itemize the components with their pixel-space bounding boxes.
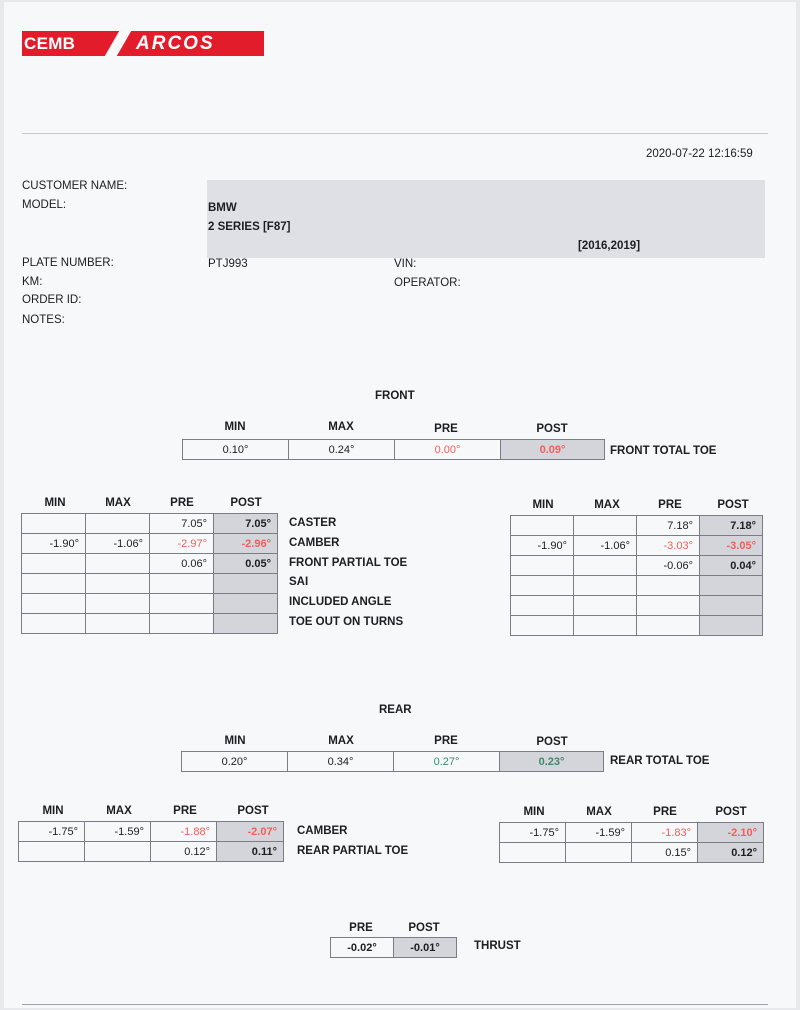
plate-label: PLATE NUMBER: — [22, 257, 114, 269]
rr-toe-max — [566, 843, 632, 863]
rear-left-max-header: MAX — [106, 805, 132, 817]
front-left-min-header: MIN — [44, 497, 66, 509]
table-row — [19, 842, 284, 862]
rr-camber-post: -2.10° — [698, 823, 764, 843]
vehicle-model: 2 SERIES [F87] — [208, 221, 291, 233]
fr-toot-max — [574, 616, 637, 636]
table-row — [182, 752, 604, 772]
cemb-arcos-logo — [22, 31, 264, 56]
fr-sai-post — [700, 576, 763, 596]
front-toe-pre: 0.00° — [395, 440, 501, 460]
rr-camber-pre: -1.83° — [632, 823, 698, 843]
fl-toe-max — [86, 554, 150, 574]
rl-toe-min — [19, 842, 85, 862]
front-right-pre-header: PRE — [658, 499, 682, 511]
rear-toe-post: 0.23° — [500, 752, 604, 772]
fl-sai-pre — [150, 574, 214, 594]
front-toe-min: 0.10° — [183, 440, 289, 460]
rear-toe-pre: 0.27° — [394, 752, 500, 772]
fr-toe-min — [511, 556, 574, 576]
vehicle-make: BMW — [208, 202, 237, 214]
front-toe-post-header: POST — [536, 423, 568, 435]
rear-toe-pre-header: PRE — [434, 735, 458, 747]
fl-camber-max: -1.06° — [86, 534, 150, 554]
front-right-post-header: POST — [717, 499, 749, 511]
vehicle-years: [2016,2019] — [578, 240, 641, 252]
fl-camber-pre: -2.97° — [150, 534, 214, 554]
operator-label: OPERATOR: — [394, 277, 461, 289]
notes-label: NOTES: — [22, 314, 65, 326]
fl-toe-pre: 0.06° — [150, 554, 214, 574]
table-row — [511, 596, 763, 616]
footer-rule — [22, 1004, 768, 1005]
table-row — [22, 554, 278, 574]
front-left-max-header: MAX — [105, 497, 131, 509]
fr-ia-pre — [637, 596, 700, 616]
table-row — [22, 514, 278, 534]
camber-label: CAMBER — [289, 536, 340, 549]
header-rule — [22, 133, 768, 134]
table-row — [22, 594, 278, 614]
fl-sai-max — [86, 574, 150, 594]
front-row-labels — [289, 514, 407, 633]
fr-camber-post: -3.05° — [700, 536, 763, 556]
fl-sai-min — [22, 574, 86, 594]
front-title: FRONT — [375, 390, 415, 402]
table-row — [331, 938, 457, 958]
rear-right-min-header: MIN — [523, 806, 545, 818]
fl-ia-pre — [150, 594, 214, 614]
rear-partial-toe-label: REAR PARTIAL TOE — [297, 844, 409, 857]
fr-sai-min — [511, 576, 574, 596]
vin-label: VIN: — [394, 258, 417, 270]
table-row — [183, 440, 605, 460]
customer-name-label: CUSTOMER NAME: — [22, 180, 128, 192]
fl-toe-min — [22, 554, 86, 574]
thrust-post: -0.01° — [394, 938, 457, 958]
fl-camber-post: -2.96° — [214, 534, 278, 554]
fl-sai-post — [214, 574, 278, 594]
order-id-label: ORDER ID: — [22, 294, 82, 306]
table-row — [22, 614, 278, 634]
rear-left-post-header: POST — [237, 805, 269, 817]
fl-ia-min — [22, 594, 86, 614]
rr-toe-pre: 0.15° — [632, 843, 698, 863]
thrust-table — [330, 937, 457, 958]
fl-ia-max — [86, 594, 150, 614]
fl-camber-min: -1.90° — [22, 534, 86, 554]
thrust-post-header: POST — [408, 922, 440, 934]
rl-toe-max — [85, 842, 151, 862]
rear-toe-post-header: POST — [536, 736, 568, 748]
rear-left-min-header: MIN — [42, 805, 64, 817]
rear-title: REAR — [379, 704, 412, 716]
front-right-max-header: MAX — [594, 499, 620, 511]
thrust-label: THRUST — [474, 940, 521, 952]
front-toe-max: 0.24° — [289, 440, 395, 460]
thrust-pre: -0.02° — [331, 938, 394, 958]
vehicle-info-box — [207, 180, 765, 258]
logo-cemb: CEMB — [22, 31, 118, 56]
fr-caster-pre: 7.18° — [637, 516, 700, 536]
model-label: MODEL: — [22, 199, 67, 211]
front-toe-pre-header: PRE — [434, 423, 458, 435]
rear-total-toe-label: REAR TOTAL TOE — [610, 755, 710, 767]
fr-toot-pre — [637, 616, 700, 636]
fl-toot-min — [22, 614, 86, 634]
rear-right-max-header: MAX — [586, 806, 612, 818]
toe-out-on-turns-label: TOE OUT ON TURNS — [289, 615, 404, 628]
thrust-pre-header: PRE — [349, 922, 373, 934]
rl-camber-min: -1.75° — [19, 822, 85, 842]
rear-right-table — [499, 822, 764, 863]
front-total-toe-table — [182, 439, 605, 460]
rear-toe-max: 0.34° — [288, 752, 394, 772]
front-partial-toe-label: FRONT PARTIAL TOE — [289, 556, 408, 569]
table-row — [500, 823, 764, 843]
fl-caster-max — [86, 514, 150, 534]
fr-toe-pre: -0.06° — [637, 556, 700, 576]
fr-toot-post — [700, 616, 763, 636]
rear-total-toe-table — [181, 751, 604, 772]
fr-caster-min — [511, 516, 574, 536]
fr-ia-min — [511, 596, 574, 616]
fr-toe-post: 0.04° — [700, 556, 763, 576]
fr-toe-max — [574, 556, 637, 576]
fl-toot-post — [214, 614, 278, 634]
fr-ia-post — [700, 596, 763, 616]
front-right-table — [510, 515, 763, 636]
fr-caster-post: 7.18° — [700, 516, 763, 536]
table-row — [22, 574, 278, 594]
rear-left-table — [18, 821, 284, 862]
km-label: KM: — [22, 276, 43, 288]
rl-camber-pre: -1.88° — [151, 822, 217, 842]
fl-toot-pre — [150, 614, 214, 634]
table-row — [511, 616, 763, 636]
rl-camber-max: -1.59° — [85, 822, 151, 842]
fl-ia-post — [214, 594, 278, 614]
rear-toe-min: 0.20° — [182, 752, 288, 772]
fr-toot-min — [511, 616, 574, 636]
caster-label: CASTER — [289, 517, 337, 529]
fr-ia-max — [574, 596, 637, 616]
fr-camber-min: -1.90° — [511, 536, 574, 556]
fr-caster-max — [574, 516, 637, 536]
rear-row-labels — [297, 822, 408, 862]
fl-toe-post: 0.05° — [214, 554, 278, 574]
fr-camber-max: -1.06° — [574, 536, 637, 556]
front-toe-min-header: MIN — [224, 421, 246, 433]
front-left-table — [21, 513, 278, 634]
front-left-post-header: POST — [230, 497, 262, 509]
rear-right-post-header: POST — [715, 806, 747, 818]
front-total-toe-label: FRONT TOTAL TOE — [610, 445, 717, 457]
rr-toe-min — [500, 843, 566, 863]
rl-toe-post: 0.11° — [217, 842, 284, 862]
table-row — [511, 516, 763, 536]
rear-toe-max-header: MAX — [328, 735, 354, 747]
fl-caster-min — [22, 514, 86, 534]
fl-toot-max — [86, 614, 150, 634]
table-row — [511, 576, 763, 596]
fr-camber-pre: -3.03° — [637, 536, 700, 556]
included-angle-label: INCLUDED ANGLE — [289, 596, 392, 609]
sai-label: SAI — [289, 576, 309, 589]
rr-camber-max: -1.59° — [566, 823, 632, 843]
plate-value: PTJ993 — [208, 258, 248, 270]
rl-toe-pre: 0.12° — [151, 842, 217, 862]
fr-sai-pre — [637, 576, 700, 596]
rear-camber-label: CAMBER — [297, 825, 348, 837]
fl-caster-pre: 7.05° — [150, 514, 214, 534]
rear-left-pre-header: PRE — [173, 805, 197, 817]
front-toe-max-header: MAX — [328, 421, 354, 433]
table-row — [511, 556, 763, 576]
rear-right-pre-header: PRE — [653, 806, 677, 818]
rr-toe-post: 0.12° — [698, 843, 764, 863]
logo-arcos: ARCOS — [118, 31, 264, 56]
report-timestamp: 2020-07-22 12:16:59 — [646, 148, 753, 160]
rear-toe-min-header: MIN — [224, 735, 246, 747]
front-toe-post: 0.09° — [501, 440, 605, 460]
fl-caster-post: 7.05° — [214, 514, 278, 534]
table-row — [19, 822, 284, 842]
front-left-pre-header: PRE — [170, 497, 194, 509]
table-row — [500, 843, 764, 863]
table-row — [511, 536, 763, 556]
front-right-min-header: MIN — [532, 499, 554, 511]
rl-camber-post: -2.07° — [217, 822, 284, 842]
table-row — [22, 534, 278, 554]
fr-sai-max — [574, 576, 637, 596]
rr-camber-min: -1.75° — [500, 823, 566, 843]
